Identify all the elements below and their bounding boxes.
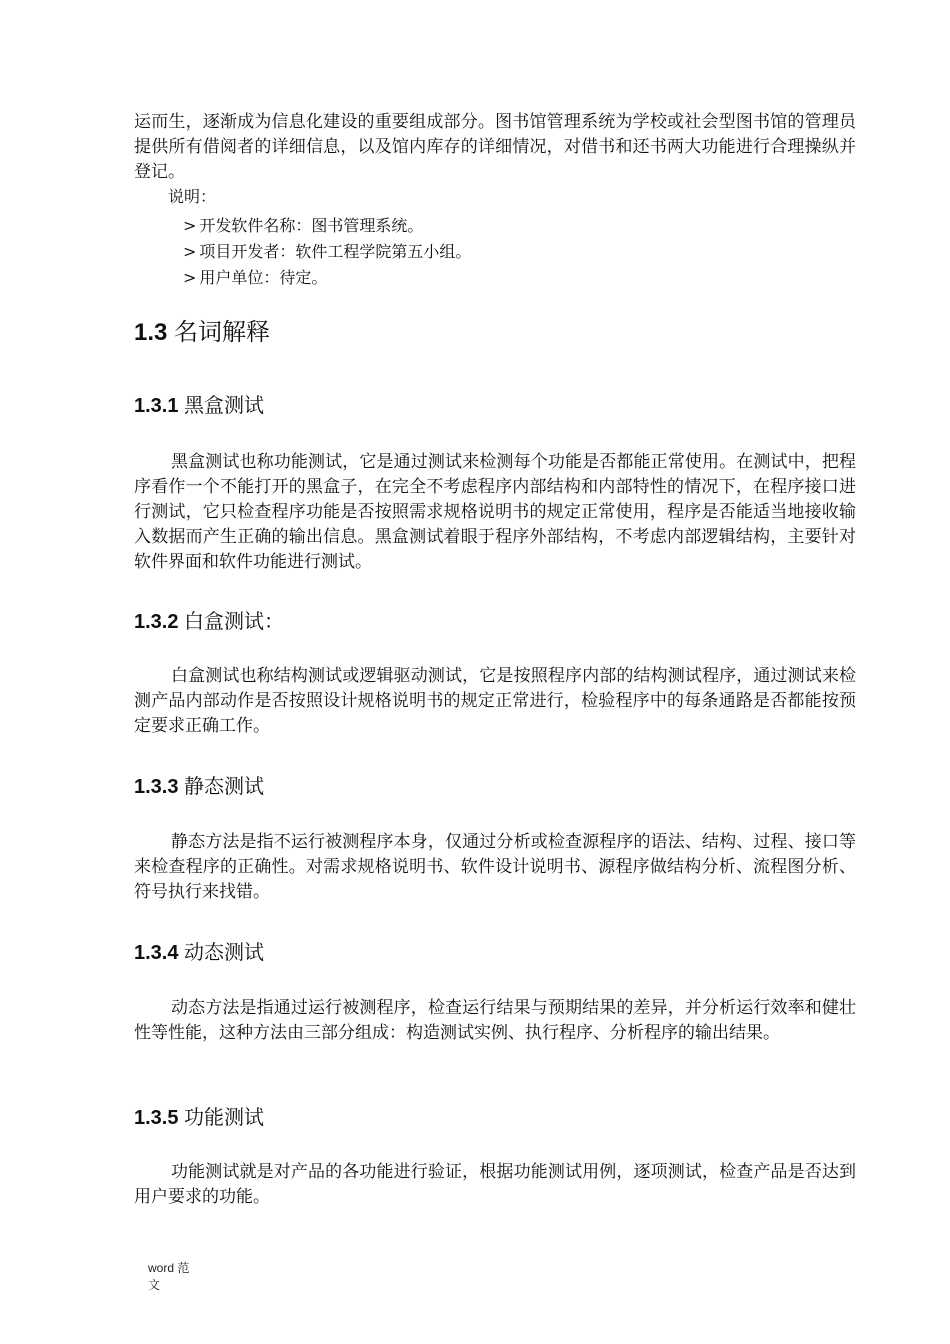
subsection-number: 1.3.3 bbox=[134, 776, 179, 798]
subsection-heading bbox=[134, 773, 264, 800]
subsection-number: 1.3.5 bbox=[134, 1107, 179, 1129]
subsection-heading bbox=[134, 608, 284, 635]
bullet-text: 开发软件名称：图书管理系统。 bbox=[199, 216, 424, 235]
subsection-title: 黑盒测试 bbox=[184, 393, 265, 417]
subsection-number: 1.3.2 bbox=[134, 611, 179, 633]
subsection-title: 静态测试 bbox=[184, 774, 265, 798]
section-number: 1.3 bbox=[134, 319, 168, 346]
bullet-marker: > bbox=[183, 216, 197, 235]
subsection-number: 1.3.4 bbox=[134, 942, 179, 964]
subsection-heading bbox=[134, 392, 264, 419]
bullet-text: 项目开发者：软件工程学院第五小组。 bbox=[199, 242, 472, 261]
subsection-heading bbox=[134, 939, 264, 966]
subsection-body: 静态方法是指不运行被测程序本身，仅通过分析或检查源程序的语法、结构、过程、接口等来检查程序的正确性。对需求规格说明书、软件设计说明书、源程序做结构分析、流程图分析、符号执行来找错。 bbox=[134, 832, 856, 902]
note-label: 说明： bbox=[168, 187, 217, 206]
section-title: 名词解释 bbox=[174, 318, 271, 346]
section-heading bbox=[134, 317, 270, 348]
subsection-body: 黑盒测试也称功能测试，它是通过测试来检测每个功能是否都能正常使用。在测试中，把程序看作一个不能打开的黑盒子，在完全不考虑程序内部结构和内部特性的情况下，在程序接口进行测试，它只检查程序功能是否按照需求规格说明书的规定正常使用，程序是否能适当地接收输入数据而产生正确的输出信息。黑盒测试着眼于程序外部结构，不考虑内部逻辑结构，主要针对软件界面和软件功能进行测试。 bbox=[134, 452, 856, 572]
bullet-item bbox=[183, 241, 471, 263]
page-footer: word 范文 bbox=[148, 1261, 190, 1292]
subsection-body: 动态方法是指通过运行被测程序，检查运行结果与预期结果的差异，并分析运行效率和健壮性等性能，这种方法由三部分组成：构造测试实例、执行程序、分析程序的输出结果。 bbox=[134, 998, 856, 1043]
subsection-body: 白盒测试也称结构测试或逻辑驱动测试，它是按照程序内部的结构测试程序，通过测试来检测产品内部动作是否按照设计规格说明书的规定正常进行，检验程序中的每条通路是否都能按预定要求正确工作。 bbox=[134, 666, 856, 736]
intro-paragraph: 运而生，逐渐成为信息化建设的重要组成部分。图书馆管理系统为学校或社会型图书馆的管理员提供所有借阅者的详细信息，以及馆内库存的详细情况，对借书和还书两大功能进行合理操纵并登记。 bbox=[134, 112, 856, 182]
subsection-title: 白盒测试： bbox=[184, 609, 285, 633]
bullet-text: 用户单位：待定。 bbox=[199, 268, 328, 287]
subsection-heading bbox=[134, 1104, 264, 1131]
subsection-title: 动态测试 bbox=[184, 940, 265, 964]
subsection-body: 功能测试就是对产品的各功能进行验证，根据功能测试用例，逐项测试，检查产品是否达到用户要求的功能。 bbox=[134, 1162, 856, 1207]
subsection-number: 1.3.1 bbox=[134, 395, 179, 417]
subsection-title: 功能测试 bbox=[184, 1105, 265, 1129]
bullet-item bbox=[183, 215, 423, 237]
bullet-marker: > bbox=[183, 268, 197, 287]
bullet-item bbox=[183, 267, 327, 289]
bullet-marker: > bbox=[183, 242, 197, 261]
